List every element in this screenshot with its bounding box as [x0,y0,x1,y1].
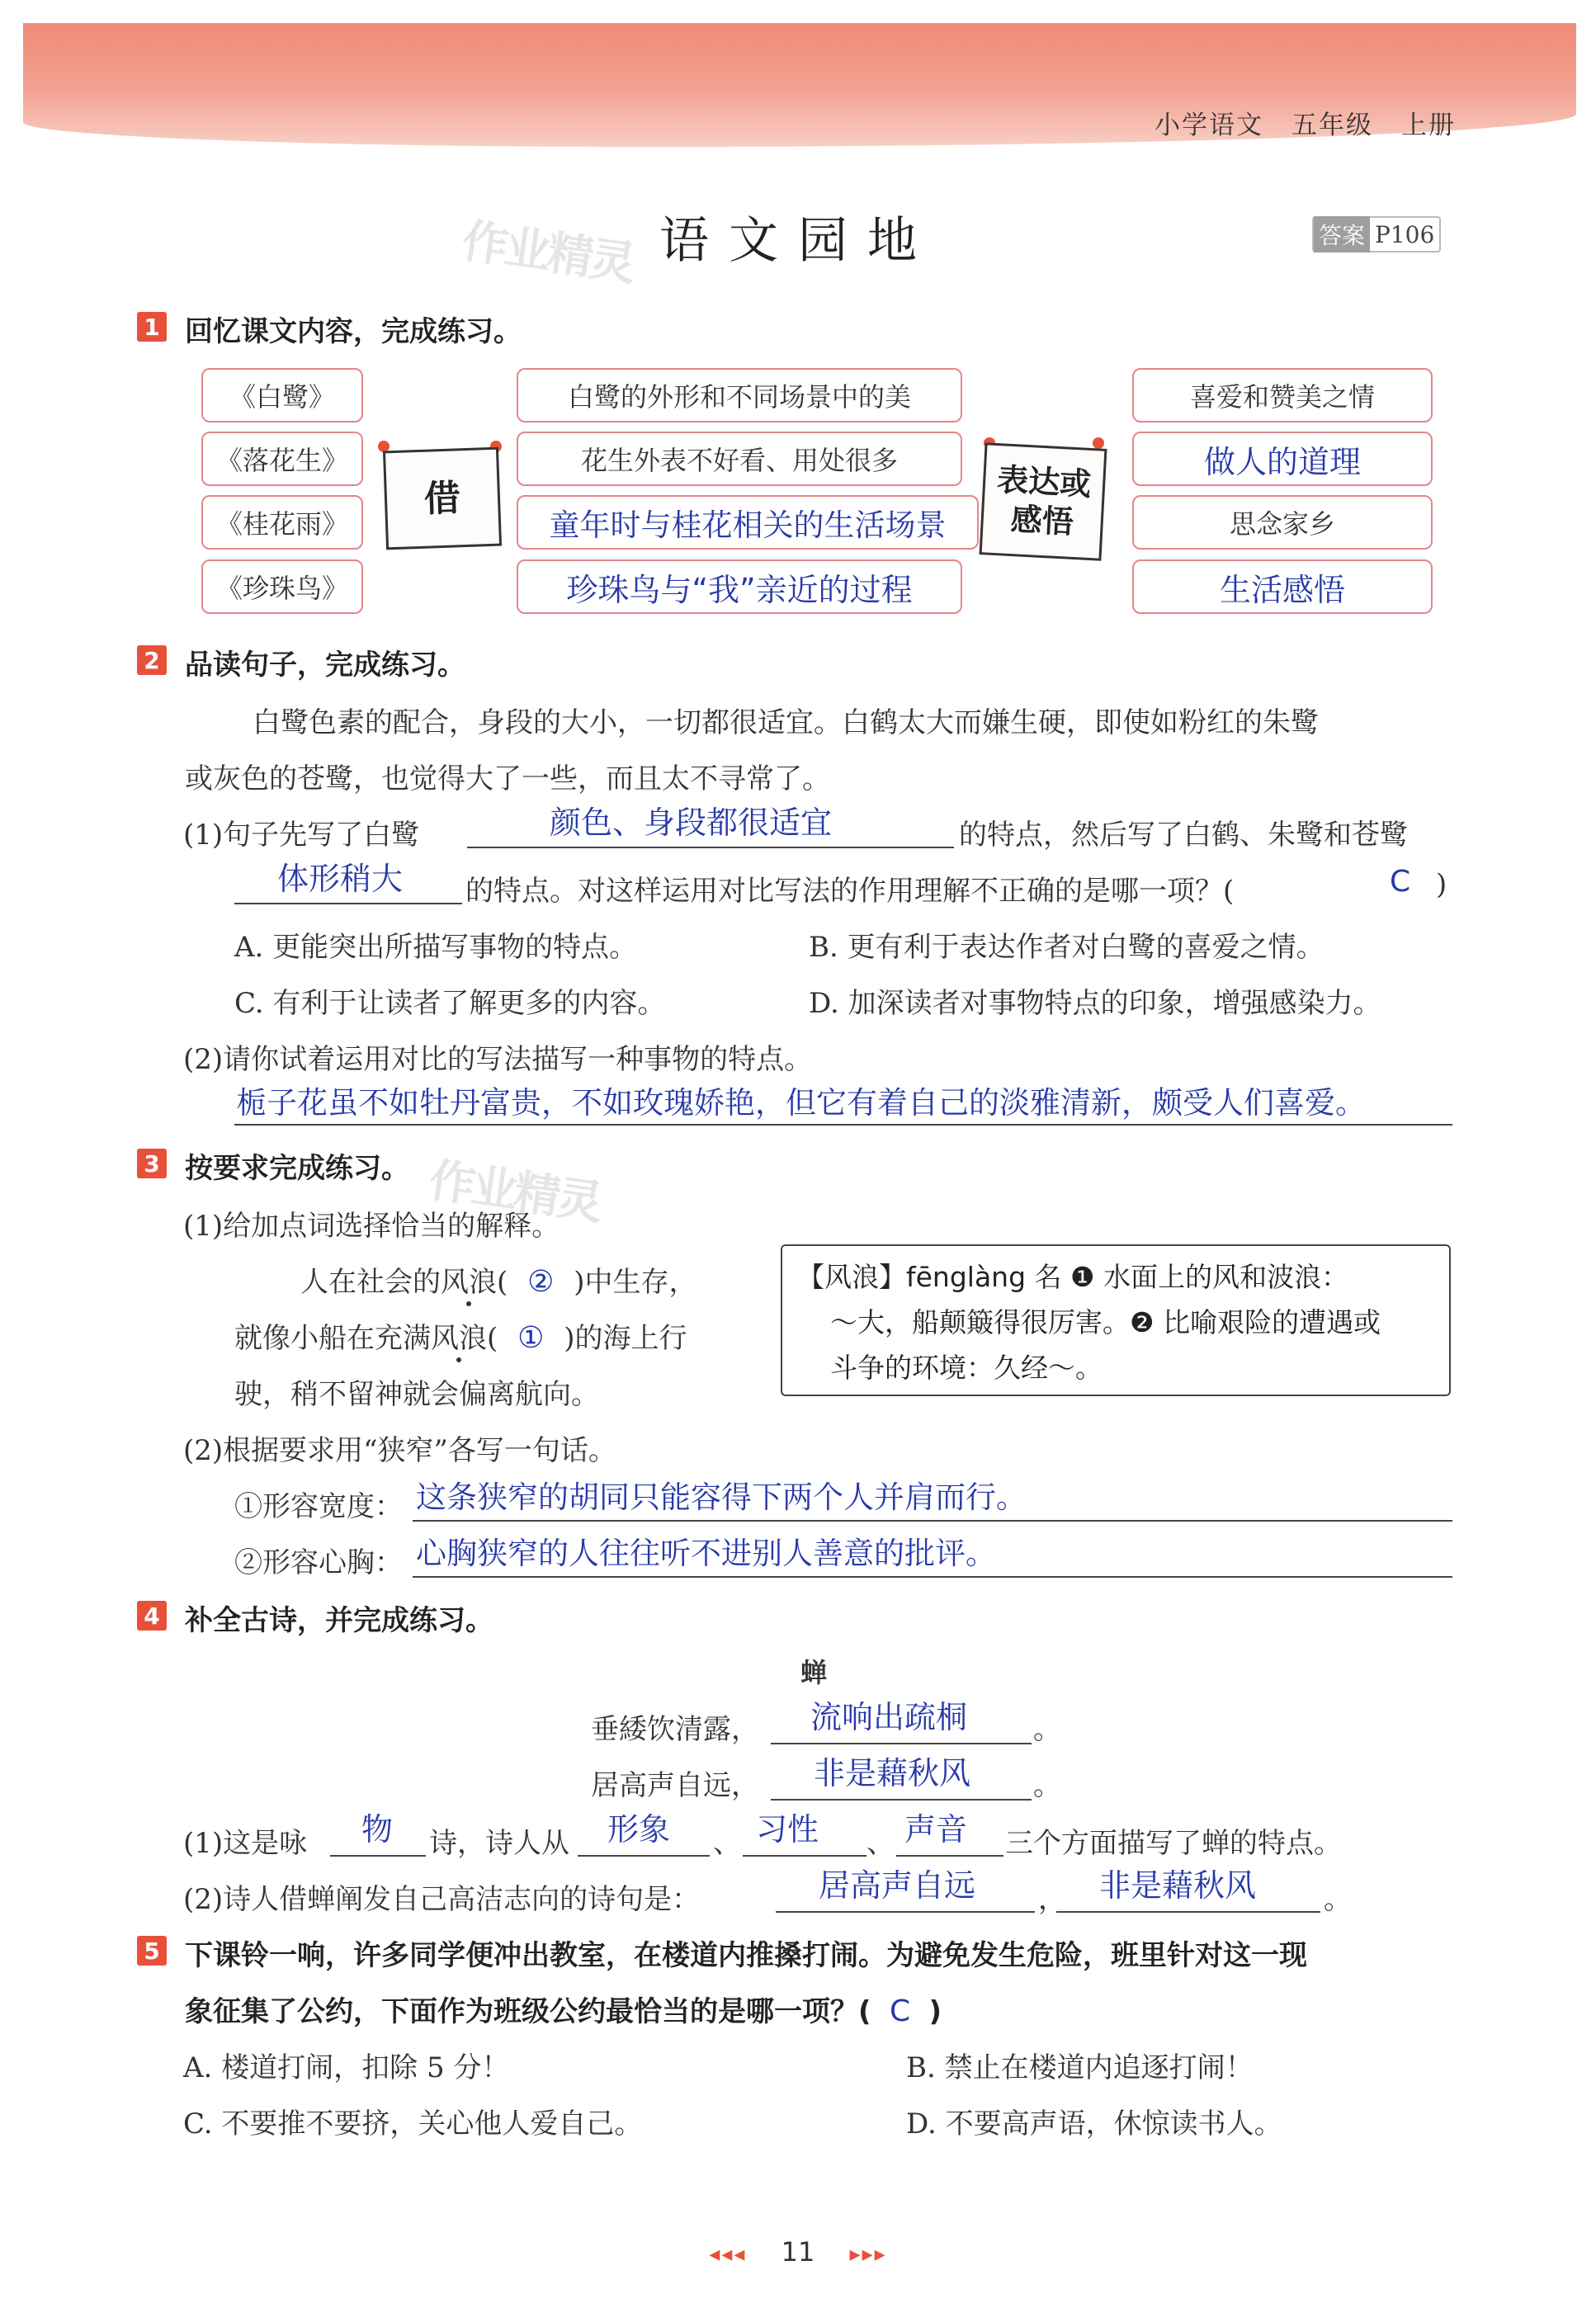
paren: ) [928,1995,942,2028]
page-navigation [0,2236,1596,2268]
borrow-note: 借 [383,447,502,550]
sentence-text: )中生存， [574,1266,697,1299]
answer-line [578,1855,710,1857]
dict-line: 【风浪】fēnglàng 名 ❶ 水面上的风和波浪： [797,1261,1349,1293]
answer-tag[interactable] [1312,216,1441,253]
handwritten-answer: 这条狭窄的胡同只能容得下两个人并肩而行。 [416,1480,1027,1515]
question-title: 按要求完成练习。 [185,1152,409,1185]
sub-question: (2)根据要求用“狭窄”各写一句话。 [183,1434,616,1467]
prompt-label: ②形容心胸： [234,1546,403,1579]
sub-question: (1)给加点词选择恰当的解释。 [183,1210,560,1243]
answer-line [771,1743,1032,1744]
answer-line [413,1576,1452,1578]
option-d: D. 不要高声语，休惊读书人。 [906,2107,1282,2140]
question-number: 5 [137,1936,167,1966]
separator: ， [1038,1883,1066,1916]
answer-line [234,1124,1452,1126]
option-c: C. 有利于让读者了解更多的内容。 [234,987,666,1020]
dictionary-entry [781,1244,1451,1396]
sub-question: (2)诗人借蝉阐发自己高洁志向的诗句是： [183,1883,701,1916]
handwritten-answer: 颜色、身段都很适宜 [550,805,833,841]
pin-icon [1093,437,1104,449]
handwritten-answer: 非是藉秋风 [1099,1867,1257,1904]
express-note [980,442,1107,561]
sentence-line: 驶，稍不留神就会偏离航向。 [234,1378,599,1411]
handwritten-answer: 体形稍大 [277,861,404,897]
question-title [185,1989,942,2029]
paren: ( [497,1266,508,1299]
dotted-word: 风浪 [431,1315,487,1356]
express-line: 感悟 [1009,501,1074,540]
subject: 小学语文 [1155,111,1263,140]
question-title: 下课铃一响，许多同学便冲出教室，在楼道内推搡打闹。为避免发生危险，班里针对这一现 [185,1939,1307,1972]
feeling-answer-box: 做人的道理 [1132,432,1433,486]
answer-line [467,847,954,848]
question-number: 4 [137,1601,167,1631]
volume: 上册 [1401,111,1456,140]
answer-line [413,1520,1452,1522]
poem-line: 居高声自远， [591,1769,759,1802]
sentence-text: 人在社会的 [300,1266,441,1299]
prompt-label: ①形容宽度： [234,1490,403,1523]
page-number: 11 [781,2236,815,2268]
sentence-text: )的海上行 [564,1322,687,1355]
next-page-icon[interactable]: ▸▸▸ [849,2242,887,2267]
handwritten-answer: 居高声自远 [819,1867,976,1904]
option-c: C. 不要推不要挤，关心他人爱自己。 [183,2107,643,2140]
sub-question: (1)这是咏 [183,1827,308,1860]
punct: 。 [1033,1713,1061,1746]
question-title: 品读句子，完成练习。 [185,649,465,682]
answer-line [234,903,462,904]
content-answer-box: 童年时与桂花相关的生活场景 [517,495,979,550]
handwritten-answer: 流响出疏桐 [810,1699,968,1735]
passage-line: 白鹭色素的配合，身段的大小，一切都很适宜。白鹤太大而嫌生硬，即使如粉红的朱鹭 [253,706,1319,739]
handwritten-answer: 物 [361,1811,394,1848]
feeling-box: 喜爱和赞美之情 [1132,368,1433,422]
answer-line [771,1799,1032,1801]
book-info [1126,104,1456,141]
watermark: 作业精灵 [425,1153,603,1231]
question-number: 1 [137,312,167,342]
text-title-box: 《桂花雨》 [201,495,363,550]
sub-question: 的特点。对这样运用对比写法的作用理解不正确的是哪一项？( [465,875,1235,908]
watermark: 作业精灵 [458,214,636,292]
page-title: 语文园地 [659,212,937,270]
handwritten-choice: C [1390,865,1411,899]
feeling-answer-box: 生活感悟 [1132,559,1433,614]
handwritten-answer: 心胸狭窄的人往往听不进别人善意的批评。 [416,1536,996,1571]
sub-question: (2)请你试着运用对比的写法描写一种事物的特点。 [183,1043,813,1076]
handwritten-choice: C [889,1994,911,2028]
dict-line: 斗争的环境：久经～。 [830,1352,1103,1384]
poem-title: 蝉 [800,1657,828,1688]
question-number: 2 [137,645,167,675]
sentence-line [300,1259,697,1300]
grade: 五年级 [1291,111,1373,140]
answer-line [1056,1911,1320,1913]
answer-line [896,1855,1003,1857]
handwritten-answer: 形象 [607,1811,671,1848]
express-line: 表达或 [996,460,1093,503]
text-title-box: 《白鹭》 [201,368,363,422]
option-a: A. 更能突出所描写事物的特点。 [234,931,638,964]
prev-page-icon[interactable]: ◂◂◂ [709,2242,747,2267]
sentence-text: 就像小船在充满 [234,1322,431,1355]
question-title: 回忆课文内容，完成练习。 [185,315,522,348]
answer-line [743,1855,866,1857]
paren: ) [1436,868,1447,901]
separator: 、 [866,1827,895,1860]
paren: ( [487,1322,498,1355]
handwritten-answer: ② [527,1265,555,1299]
text-title-box: 《珍珠鸟》 [201,559,363,614]
sub-question: 的特点，然后写了白鹤、朱鹭和苍鹭 [959,819,1408,852]
text-title-box: 《落花生》 [201,432,363,486]
poem-line: 垂緌饮清露， [591,1713,759,1746]
sub-question: (1)句子先写了白鹭 [183,819,420,852]
question-title-text: 象征集了公约，下面作为班级公约最恰当的是哪一项？( [185,1995,871,2028]
content-box: 白鹭的外形和不同场景中的美 [517,368,962,422]
option-d: D. 加深读者对事物特点的印象，增强感染力。 [809,987,1381,1020]
dotted-word: 风浪 [441,1259,497,1300]
punct: 。 [1033,1769,1061,1802]
answer-label: 答案 [1314,216,1370,253]
question-number: 3 [137,1149,167,1178]
sub-question: 诗，诗人从 [429,1827,569,1860]
handwritten-answer: 栀子花虽不如牡丹富贵，不如玫瑰娇艳，但它有着自己的淡雅清新，颇受人们喜爱。 [236,1085,1366,1121]
handwritten-answer: ① [517,1321,545,1355]
sub-question: 三个方面描写了蝉的特点。 [1005,1827,1342,1860]
question-title: 补全古诗，并完成练习。 [185,1604,493,1637]
handwritten-answer: 习性 [756,1811,819,1848]
passage-line: 或灰色的苍鹭，也觉得大了一些，而且太不寻常了。 [185,762,830,795]
answer-page: P106 [1375,220,1435,248]
sentence-line [234,1315,687,1356]
dict-line: ～大，船颠簸得很厉害。❷ 比喻艰险的遭遇或 [830,1306,1381,1338]
option-a: A. 楼道打闹，扣除 5 分！ [183,2051,510,2084]
option-b: B. 禁止在楼道内追逐打闹！ [906,2051,1254,2084]
option-b: B. 更有利于表达作者对白鹭的喜爱之情。 [809,931,1324,964]
feeling-box: 思念家乡 [1132,495,1433,550]
content-box: 花生外表不好看、用处很多 [517,432,962,486]
answer-line [776,1911,1035,1913]
content-answer-box: 珍珠鸟与“我”亲近的过程 [517,559,962,614]
separator: 、 [713,1827,741,1860]
answer-line [330,1855,426,1857]
handwritten-answer: 非是藉秋风 [814,1755,971,1791]
handwritten-answer: 声音 [904,1811,968,1848]
punct: 。 [1324,1883,1352,1916]
